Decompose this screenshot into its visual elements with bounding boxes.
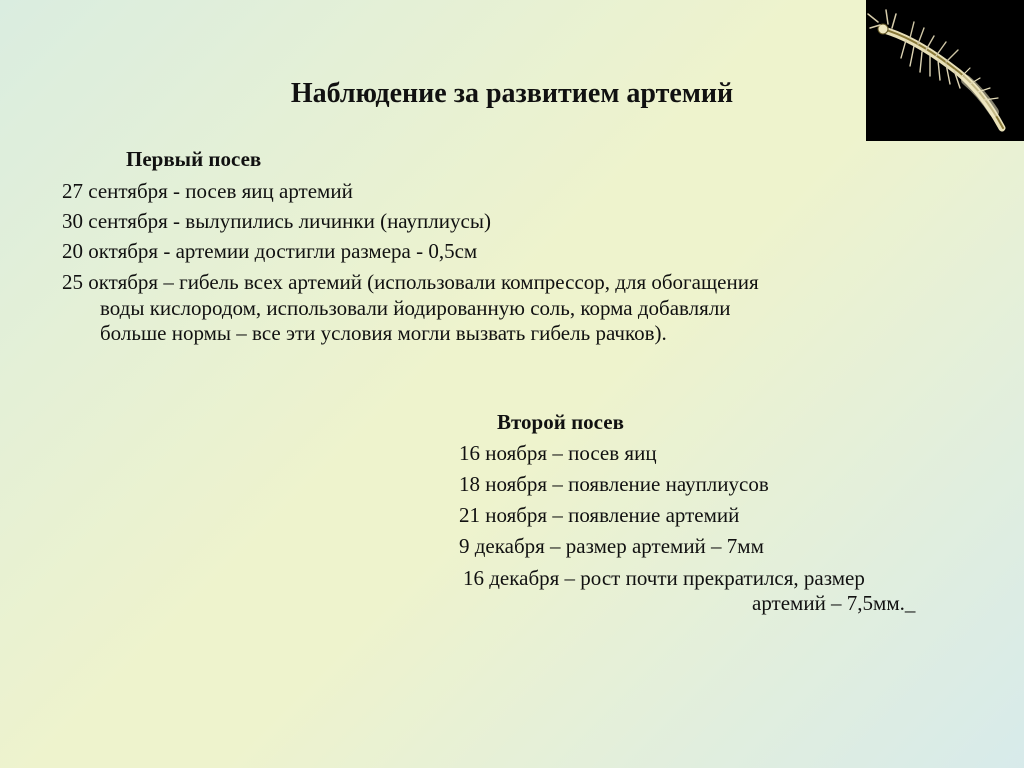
brine-shrimp-photo [866,0,1024,141]
second-line-2: 18 ноября – появление науплиусов [459,472,769,496]
slide-title: Наблюдение за развитием артемий [290,78,734,109]
first-line-3: 20 октября - артемии достигли размера - 0,5см [62,239,478,263]
second-line-1: 16 ноября – посев яиц [459,441,657,465]
second-line-6: артемий – 7,5мм._ [752,591,916,615]
first-line-4: 25 октября – гибель всех артемий (использовали компрессор, для обогащения [62,270,759,294]
first-line-5: воды кислородом, использовали йодированную соль, корма добавляли [100,296,731,320]
first-seeding-heading: Первый посев [126,147,262,171]
second-line-5: 16 декабря – рост почти прекратился, размер [463,566,865,590]
second-line-4: 9 декабря – размер артемий – 7мм [459,534,764,558]
first-line-6: больше нормы – все эти условия могли вызвать гибель рачков). [100,321,667,345]
artemia-icon [868,10,1003,128]
first-line-1: 27 сентября - посев яиц артемий [62,179,353,203]
second-line-3: 21 ноября – появление артемий [459,503,740,527]
second-seeding-heading: Второй посев [497,410,624,434]
first-line-2: 30 сентября - вылупились личинки (науплиусы) [62,209,491,233]
